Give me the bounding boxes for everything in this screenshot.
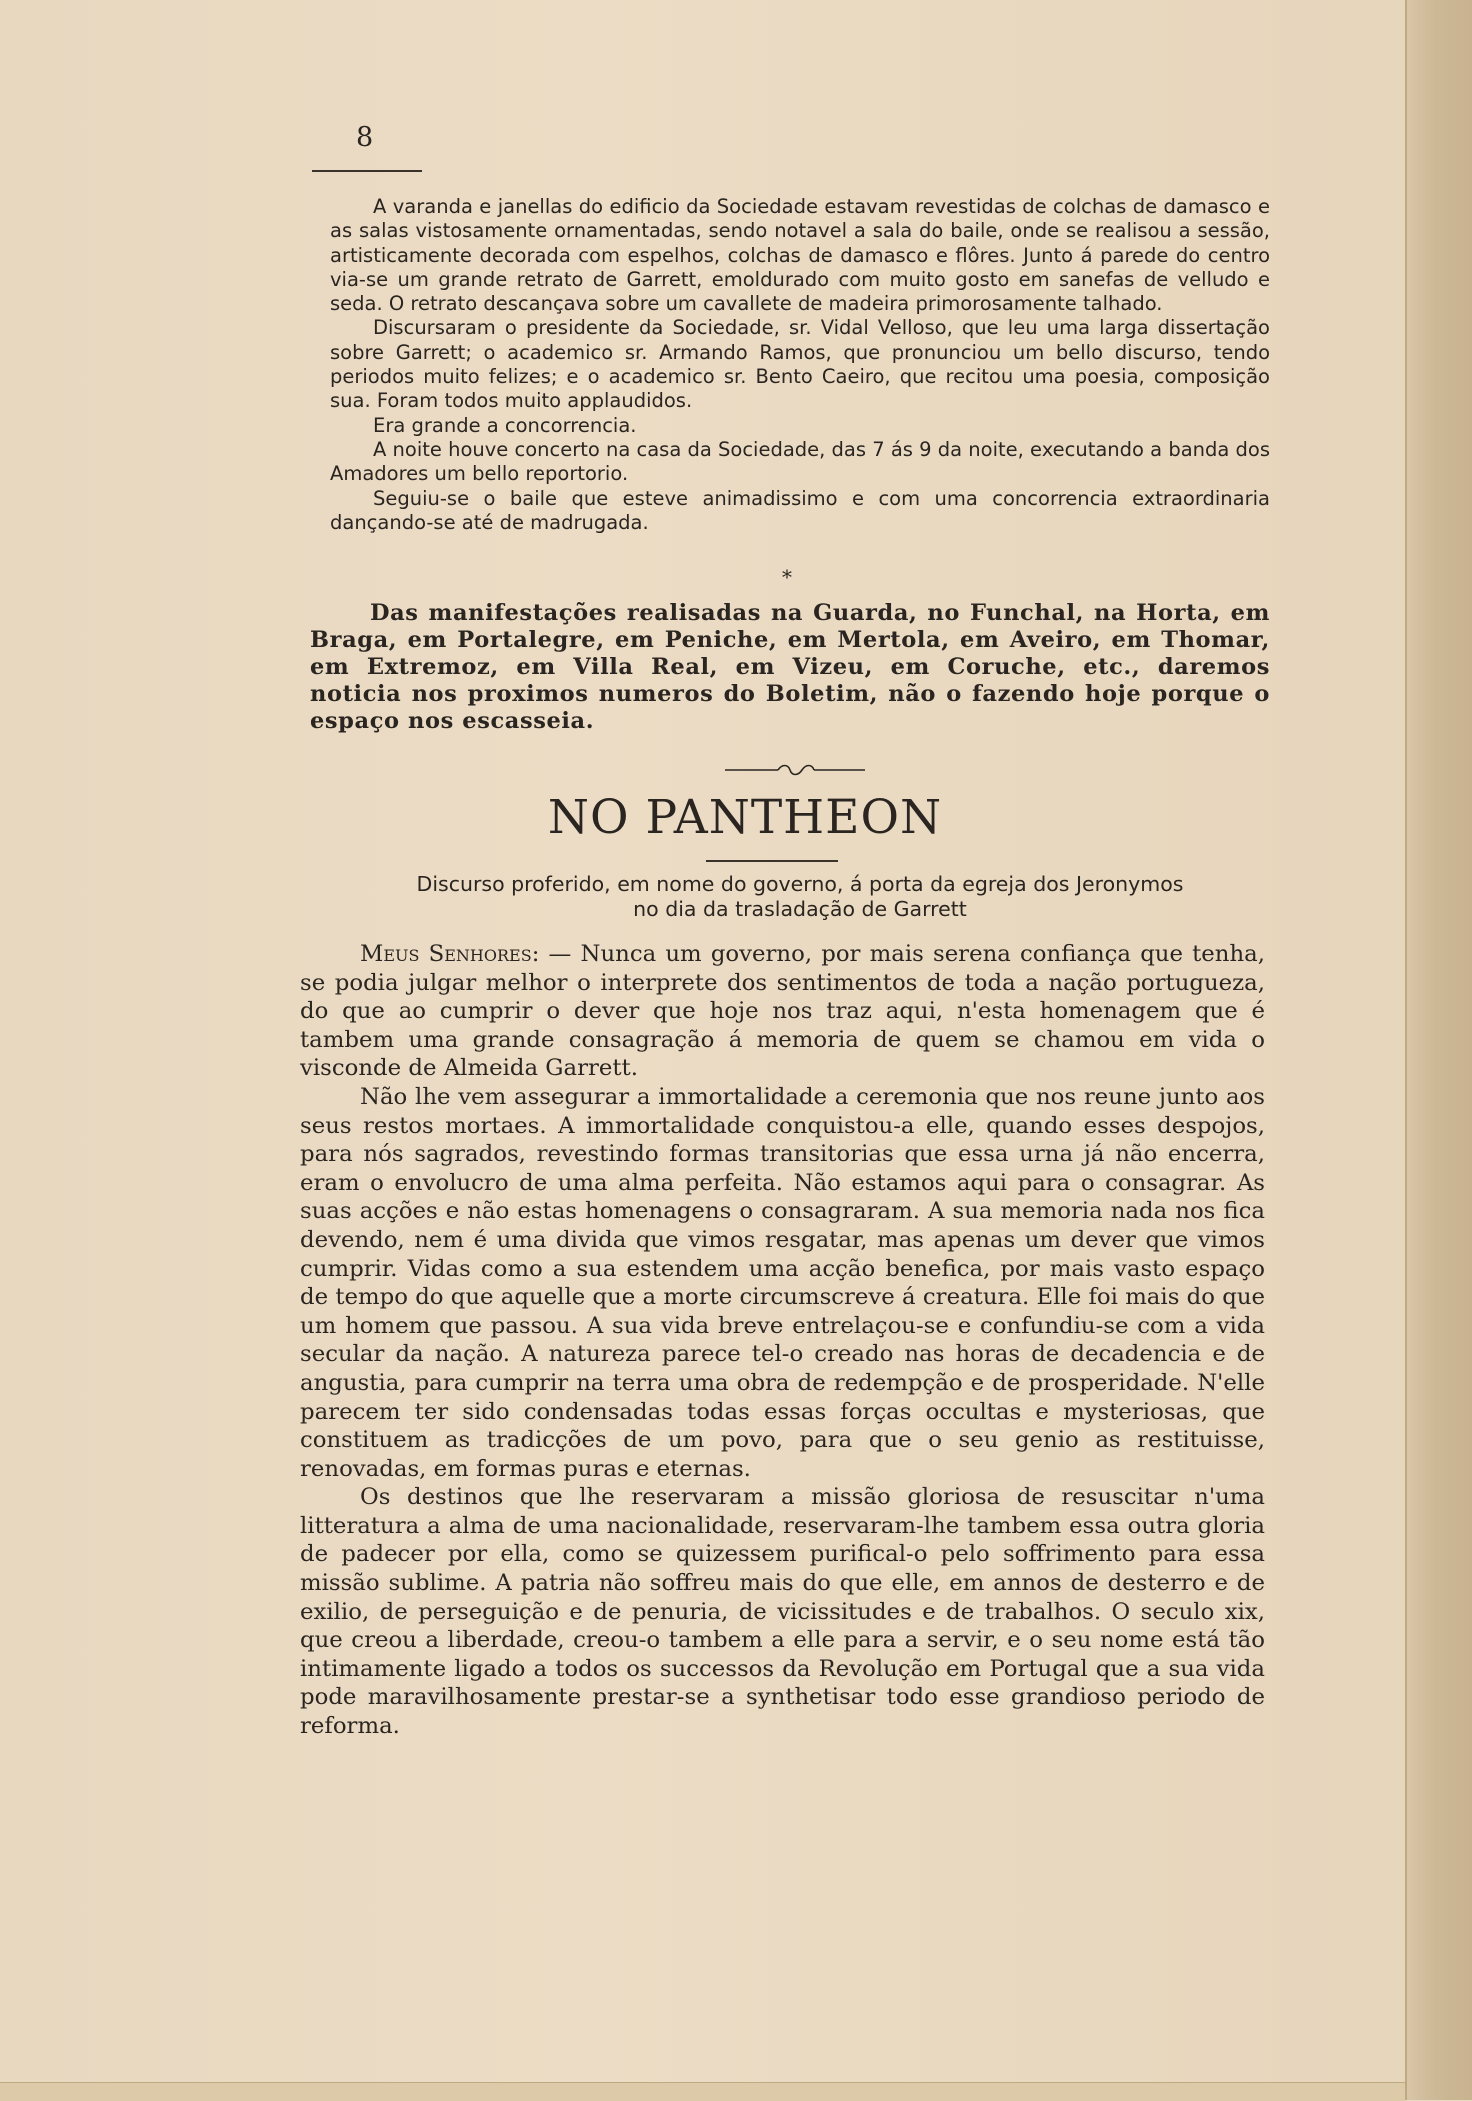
article-title: NO PANTHEON xyxy=(547,790,943,845)
salutation: Meus Senhores: xyxy=(360,941,540,967)
subtitle-line: no dia da trasladação de Garrett xyxy=(633,897,967,921)
title-rule xyxy=(706,860,838,862)
page-bottom-edge xyxy=(0,2082,1405,2101)
report-paragraph: Discursaram o presidente da Sociedade, sr. Vidal Velloso, que leu uma larga dissertação sobre Garrett; o academico sr. Armando Ramos, que pronunciou um bello discurso, tendo periodos muito felizes; e o academico sr. Bento Caeiro, que recitou uma poesia, composição sua. Foram todos muito applaudidos. xyxy=(330,316,1270,413)
speech-opening: — Nunca um governo, por mais serena confiança que tenha, se podia julgar melhor o interprete dos sentimentos de toda a nação portugueza, do que ao cumprir o dever que hoje nos traz aqui, n'esta homenagem que é tambem uma grande consagração á memoria de quem se chamou em vida o visconde de Almeida Garrett. xyxy=(300,941,1265,1082)
report-paragraph: A varanda e janellas do edificio da Sociedade estavam revestidas de colchas de damasco e as salas vistosamente ornamentadas, sendo notavel a sala do baile, onde se realisou a sessão, artisticamente decorada com espelhos, colchas de damasco e flôres. Junto á parede do centro via-se um grande retrato de Garrett, emoldurado com muito gosto em sanefas de velludo e seda. O retrato descançava sobre um cavallete de madeira primorosamente talhado. xyxy=(330,195,1270,316)
speech-paragraph: Os destinos que lhe reservaram a missão gloriosa de resuscitar n'uma litteratura a alma de uma nacionalidade, reservaram-lhe tambem essa outra gloria de padecer por ella, como se quizessem purifical-o pelo soffrimento para essa missão sublime. A patria não soffreu mais do que elle, em annos de desterro e de exilio, de perseguição e de penuria, de vicissitudes e de trabalhos. O seculo xix, que creou a liberdade, creou-o tambem a elle para a servir, e o seu nome está tão intimamente ligado a todos os successos da Revolução em Portugal que a sua vida pode maravilhosamente prestar-se a synthetisar todo esse grandioso periodo de reforma. xyxy=(300,1484,1265,1740)
article-subtitle xyxy=(330,872,1270,922)
speech-paragraph xyxy=(300,940,1265,1083)
report-paragraph: Seguiu-se o baile que esteve animadissimo e com uma concorrencia extraordinaria dançando-se até de madrugada. xyxy=(330,486,1270,534)
report-paragraph: A noite houve concerto na casa da Sociedade, das 7 ás 9 da noite, executando a banda dos Amadores um bello reportorio. xyxy=(330,437,1270,486)
page-number: 8 xyxy=(356,122,374,153)
report-paragraph: Era grande a concorrencia. xyxy=(373,413,637,437)
header-rule xyxy=(312,170,422,172)
subtitle-line: Discurso proferido, em nome do governo, á porta da egreja dos Jeronymos xyxy=(416,872,1184,896)
section-asterisk: * xyxy=(782,565,792,589)
binding-edge xyxy=(1405,0,1472,2100)
speech-body xyxy=(300,940,1265,1741)
speech-paragraph: Não lhe vem assegurar a immortalidade a ceremonia que nos reune junto aos seus restos mortaes. A immortalidade conquistou-a elle, quando esses despojos, para nós sagrados, revestindo formas transitorias que essa urna já não encerra, eram o envolucro de uma alma perfeita. Não estamos aqui para o consagrar. As suas acções e não estas homenagens o consagraram. A sua memoria nada nos fica devendo, nem é uma divida que vimos resgatar, mas apenas um dever que vimos cumprir. Vidas como a sua estendem uma acção benefica, por mais vasto espaço de tempo do que aquelle que a morte circumscreve á creatura. Elle foi mais do que um homem que passou. A sua vida breve entrelaçou-se e confundiu-se com a vida secular da nação. A natureza parece tel-o creado nas horas de decadencia e de angustia, para cumprir na terra uma obra de redempção e de prosperidade. N'elle parecem ter sido condensadas todas essas forças occultas e mysteriosas, que constituem as tradicções de um povo, para que o seu genio as restituisse, renovadas, em formas puras e eternas. xyxy=(300,1083,1265,1482)
report-section xyxy=(330,195,1270,535)
notice-paragraph: Das manifestações realisadas na Guarda, no Funchal, na Horta, em Braga, em Portalegre, em Peniche, em Mertola, em Aveiro, em Thomar, em Extremoz, em Villa Real, em Vizeu, em Coruche, etc., daremos noticia nos proximos numeros do Boletim, não o fazendo hoje porque o espaço nos escasseia. xyxy=(310,600,1270,734)
ornament-divider xyxy=(720,760,870,780)
